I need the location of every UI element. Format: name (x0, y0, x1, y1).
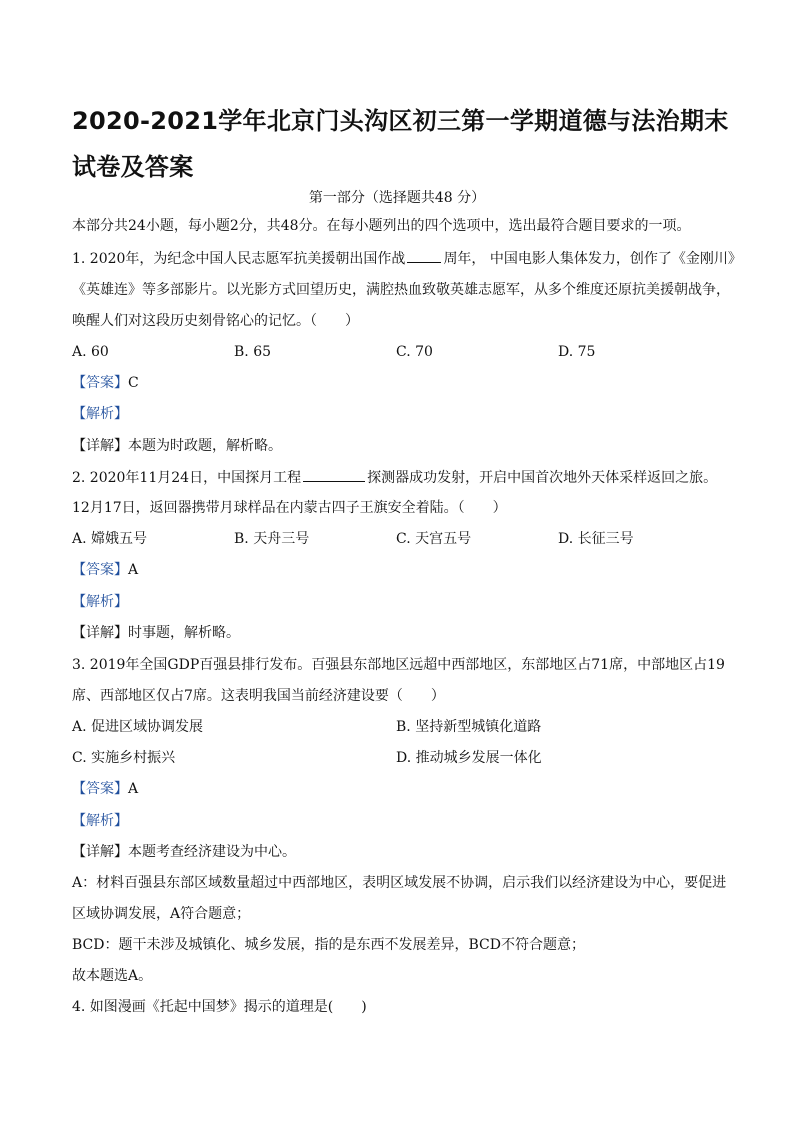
analysis-label: 【解析】 (72, 594, 128, 610)
q3-explain-line: A：材料百强县东部区域数量超过中西部地区，表明区域发展不协调，启示我们以经济建设为中心，要促进 (72, 875, 727, 891)
q2-line2: 12月17日，返回器携带月球样品在内蒙古四子王旗安全着陆。（ ） (72, 500, 507, 516)
q1-line2: 《英雄连》等多部影片。以光影方式回望历史，满腔热血致敬英雄志愿军，从多个维度还原抗美援朝战争， (72, 282, 730, 298)
q1-detail-text: 本题为时政题，解析略。 (128, 438, 282, 454)
q2-text-pre: 2. 2020年11月24日，中国探月工程 (72, 470, 302, 486)
q3-explain-line: 故本题选A。 (72, 968, 153, 984)
q2-fill-blank (303, 467, 365, 482)
q2-option-d: D. 长征三号 (558, 531, 634, 547)
instruction-text: 本部分共24小题，每小题2分，共48分。在每小题列出的四个选项中，选出最符合题目要求的一项。 (72, 218, 691, 234)
q4-line1: 4. 如图漫画《托起中国梦》揭示的道理是( ) (72, 999, 367, 1015)
q2-option-c: C. 天宫五号 (396, 531, 472, 547)
detail-label: 【详解】 (72, 625, 128, 641)
q2-answer (72, 560, 138, 580)
q2-option-a: A. 嫦娥五号 (72, 531, 148, 547)
document-title: 2020-2021学年北京门头沟区初三第一学期道德与法治期末试卷及答案 (72, 107, 729, 181)
part-heading: 第一部分（选择题共48 分） (308, 190, 486, 206)
q1-text-pre: 1. 2020年，为纪念中国人民志愿军抗美援朝出国作战 (72, 251, 406, 267)
detail-label: 【详解】 (72, 844, 128, 860)
q2-analysis (72, 592, 128, 612)
q2-detail (72, 623, 240, 643)
answer-label: 【答案】 (72, 781, 128, 797)
q3-line1: 3. 2019年全国GDP百强县排行发布。百强县东部地区远超中西部地区，东部地区占71席，中部地区占19 (72, 657, 725, 673)
answer-label: 【答案】 (72, 375, 128, 391)
q3-option-c: C. 实施乡村振兴 (72, 750, 176, 766)
q1-option-c: C. 70 (396, 344, 433, 360)
q1-detail (72, 436, 282, 456)
q3-explain-line: 区域协调发展，A符合题意； (72, 906, 251, 922)
q3-option-a: A. 促进区域协调发展 (72, 719, 204, 735)
q2-text-post: 探测器成功发射，开启中国首次地外天体采样返回之旅。 (367, 470, 718, 486)
q2-answer-value: A (128, 562, 139, 578)
q3-explain-line: BCD：题干未涉及城镇化、城乡发展，指的是东西不发展差异，BCD不符合题意； (72, 937, 585, 953)
q1-answer (72, 373, 139, 393)
q3-line2: 席、西部地区仅占7席。这表明我国当前经济建设要（ ） (72, 688, 445, 704)
q1-answer-value: C (128, 375, 139, 391)
q3-answer-value: A (128, 781, 139, 797)
q1-option-a: A. 60 (72, 344, 109, 360)
q1-fill-blank (407, 248, 441, 263)
q2-detail-text: 时事题，解析略。 (128, 625, 240, 641)
q3-option-b: B. 坚持新型城镇化道路 (396, 719, 542, 735)
q3-detail (72, 842, 296, 862)
answer-label: 【答案】 (72, 562, 128, 578)
q3-detail-text: 本题考查经济建设为中心。 (128, 844, 296, 860)
analysis-label: 【解析】 (72, 406, 128, 422)
q3-analysis (72, 811, 128, 831)
q1-text-post: 周年， 中国电影人集体发力，创作了《金刚川》 (443, 251, 742, 267)
q1-line3: 唤醒人们对这段历史刻骨铭心的记忆。（ ） (72, 313, 359, 329)
q1-line1 (72, 248, 742, 269)
q2-line1 (72, 467, 717, 488)
q1-analysis (72, 404, 128, 424)
q2-option-b: B. 天舟三号 (234, 531, 310, 547)
q3-option-d: D. 推动城乡发展一体化 (396, 750, 542, 766)
q1-option-d: D. 75 (558, 344, 596, 360)
q1-option-b: B. 65 (234, 344, 272, 360)
detail-label: 【详解】 (72, 438, 128, 454)
analysis-label: 【解析】 (72, 813, 128, 829)
q3-answer (72, 779, 138, 799)
